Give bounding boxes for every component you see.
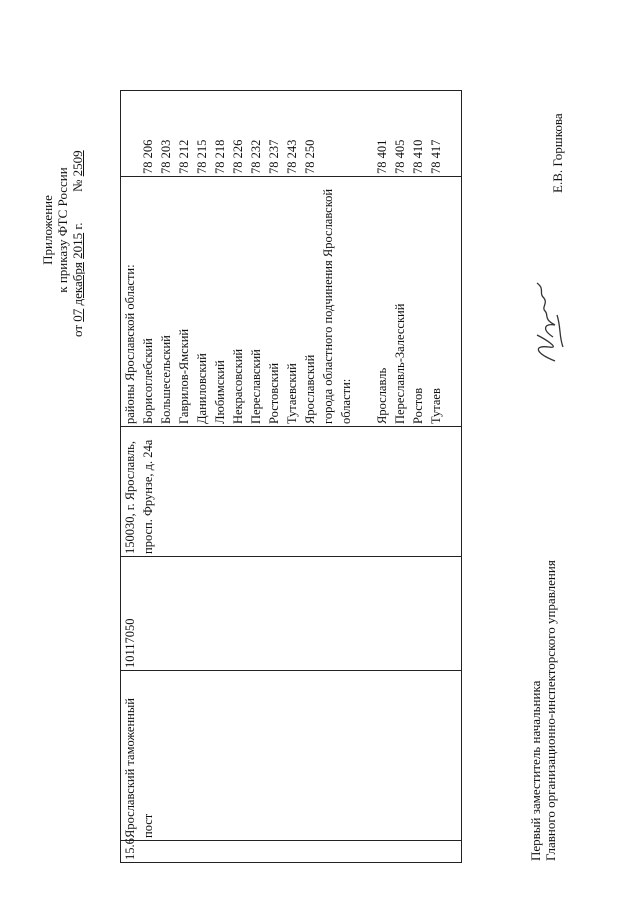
oktmo-code: 78 215 (193, 91, 211, 177)
district-name: Тутаевский (283, 177, 301, 427)
order-date-number (70, 115, 85, 345)
oktmo-code (121, 91, 140, 177)
district-name: Даниловский (193, 177, 211, 427)
region-heading: районы Ярославской области: (121, 177, 140, 427)
table-row (121, 91, 140, 863)
oktmo-code: 78 250 (301, 91, 319, 177)
oktmo-code (319, 91, 373, 177)
post-name-cell: Ярославский таможенный пост (121, 671, 462, 841)
oktmo-code: 78 206 (139, 91, 157, 177)
order-number: 2509 (70, 150, 85, 177)
oktmo-code: 78 212 (175, 91, 193, 177)
city-name: Ярославль (373, 177, 391, 427)
district-name: Борисоглебский (139, 177, 157, 427)
signer-position-line2: Главного организационно-инспекторского управления (543, 560, 558, 861)
district-name: Ростовский (265, 177, 283, 427)
district-name: Некрасовский (229, 177, 247, 427)
date-month: декабря (70, 262, 85, 306)
post-address-cell: 150030, г. Ярославль, просп. Фрунзе, д. 24а (121, 427, 462, 557)
oktmo-code: 78 232 (247, 91, 265, 177)
number-prefix: № (70, 179, 85, 192)
district-name: Переславский (247, 177, 265, 427)
order-reference: к приказу ФТС России (55, 167, 70, 293)
region-heading: города областного подчинения Ярославской области: (319, 177, 373, 427)
customs-post-table (120, 90, 462, 863)
empty-cell (445, 177, 461, 427)
signer-position-line1: Первый заместитель начальника (528, 680, 543, 861)
handwritten-signature (515, 277, 575, 367)
oktmo-code: 78 226 (229, 91, 247, 177)
signer-name: Е.В. Горшкова (550, 113, 565, 193)
oktmo-code: 78 405 (391, 91, 409, 177)
date-year: 2015 (70, 232, 85, 259)
date-day: 07 (70, 308, 85, 322)
district-name: Любимский (211, 177, 229, 427)
district-name: Ярославский (301, 177, 319, 427)
oktmo-code: 78 203 (157, 91, 175, 177)
oktmo-code: 78 243 (283, 91, 301, 177)
oktmo-code: 78 401 (373, 91, 391, 177)
date-prefix: от (70, 324, 85, 337)
oktmo-code: 78 417 (427, 91, 445, 177)
empty-cell (445, 91, 461, 177)
signer-position (528, 560, 558, 861)
document-header (40, 115, 85, 345)
post-code-cell: 10117050 (121, 557, 462, 671)
appendix-title: Приложение (40, 195, 55, 265)
oktmo-code: 78 410 (409, 91, 427, 177)
district-name: Гаврилов-Ямский (175, 177, 193, 427)
city-name: Тутаев (427, 177, 445, 427)
date-suffix: г. (70, 222, 85, 230)
post-number-cell: 15.6 (121, 841, 462, 863)
city-name: Ростов (409, 177, 427, 427)
district-name: Большесельский (157, 177, 175, 427)
oktmo-code: 78 237 (265, 91, 283, 177)
oktmo-code: 78 218 (211, 91, 229, 177)
city-name: Переславль-Залесский (391, 177, 409, 427)
